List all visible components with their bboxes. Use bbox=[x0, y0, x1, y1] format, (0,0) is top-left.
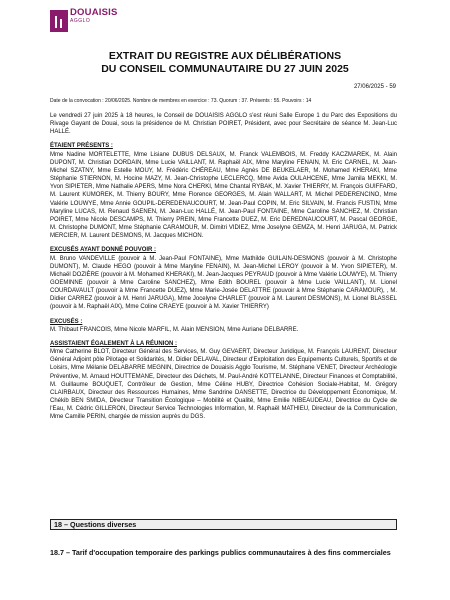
excused-power-section bbox=[50, 246, 397, 311]
convocation-meta: Date de la convocation : 20/06/2025. Nombre de membres en exercice : 73. Quorum : 37. Présents : 55. Pouvoirs : 14 bbox=[50, 98, 312, 104]
document-body bbox=[50, 112, 397, 427]
section-header-box: 18 – Questions diverses bbox=[50, 519, 397, 530]
intro-paragraph: Le vendredi 27 juin 2025 à 18 heures, le Conseil de DOUAISIS AGGLO s'est réuni Salle Europe 1 du Parc des Expositions du Rivage Gayant de Douai, sous la présidence de M. Christian POIRET, Président, avec pour Secrétaire de séance M. Jean-Luc HALLÉ. bbox=[50, 113, 397, 136]
douaisis-agglo-logo bbox=[50, 8, 118, 32]
attending-heading: ASSISTAIENT ÉGALEMENT À LA RÉUNION : bbox=[50, 340, 178, 347]
deliberation-reference: 27/06/2025 - 59 bbox=[353, 84, 396, 90]
excused-list: M. Thibaut FRANCOIS, Mme Nicole MARFIL, M. Alain MENSION, Mme Auriane DELBARRE. bbox=[50, 326, 299, 333]
logo-text bbox=[70, 8, 118, 24]
excused-power-list: M. Bruno VANDEVILLE (pouvoir à M. Jean-Paul FONTAINE), Mme Mathilde GUILAIN-DESMONS (pouvoir à M. Christophe DUMONT), M. Claude HEGO (pouvoir à Mme Maryline FENAIN), M. Jean-Michel LEROY (pouvoir à M. Yvon SIPIETER), M. Michaël DOZIÈRE (pouvoir à M. Mohamed KHERAKI), M. Jean-Jacques PEYRAUD (pouvoir à Mme Valérie LOUWYE), M. Thierry GOEMINNE (pouvoir à Mme Caroline SANCHEZ), Mme Edith BOUREL (pouvoir à Mme Lucie VAILLANT), M. Lionel COURDAVAULT (pouvoir à Mme Francette DUEZ), Mme Marie-Josée DELATTRE (pouvoir à Mme Stéphanie CARAMOUR), , M. Didier CARREZ (pouvoir à M. Henri JARUGA), Mme Jocelyne CHARLET (pouvoir à M. Laurent DESMONS), M. Lionel BLASSEL (pouvoir à M. Raphaël AIX), Mme Coline CRAEYE (pouvoir à M. Xavier THIERRY) bbox=[50, 255, 397, 311]
document-title bbox=[0, 50, 450, 76]
logo-mark-icon bbox=[50, 10, 68, 32]
title-line-1: EXTRAIT DU REGISTRE AUX DÉLIBÉRATIONS bbox=[108, 50, 342, 62]
title-line-2: DU CONSEIL COMMUNAUTAIRE DU 27 JUIN 2025 bbox=[101, 63, 349, 75]
excused-power-heading: EXCUSÉS AYANT DONNÉ POUVOIR : bbox=[50, 247, 157, 254]
attending-list: Mme Catherine BLOT, Directeur Général des Services, M. Guy GEVAERT, Directeur Juridique, M. François LAURENT, Directeur Général Adjoint pôle Pilotage et Solidarités, M. Didier DELAVAL, Directeur d'Exploitation des Equipements Culturels, Sportifs et de Loisirs, Mme Mélanie DELABARRE MEGNIN, Directrice de Douaisis Agglo Tourisme, M. Stéphane VENET, Directeur Archéologie Préventive, M. Arnaud HOUTTEMANE, Directeur des Déchets, M. Paul-André KOTTELANNE, Directeur Finances et Comptabilité, M. Guillaume BOUQUET, Contrôleur de Gestion, Mme Céline HUBY, Directrice Cohésion Sociale-Habitat, M. Grégory CLAIRBAUX, Directeur des Ressources Humaines, Mme Sandrine DANSETTE, Directrice du Développement Économique, M. Chékib BEN SMIDA, Directeur Transition Écologique – Mobilité et Qualité, Mme Emilie NIBEAUDEAU, Directrice du Cycle de l'Eau, M. Cédric GILLERON, Directeur Service Technologies Information, M. Raphaël MATHIEU, Directeur de la Communication, Mme Camille PERIN, chargée de mission auprès du DGS. bbox=[50, 349, 397, 421]
present-section bbox=[50, 142, 397, 240]
excused-section bbox=[50, 318, 397, 334]
present-list: Mme Nadine MORTELETTE, Mme Lisiane DUBUS DELSAUX, M. Franck VALEMBOIS, M. Freddy KACZMAREK, M. Alain DUPONT, M. Christian DORDAIN, Mme Lucie VAILLANT, M. Raphaël AIX, Mme Maryline FENAIN, M. Eric CARNEL, M. Jean-Michel SZATNY, Mme Estelle MOUY, M. Frédéric CHÉREAU, Mme Agnès DE BEUKELAER, M. Mohamed KHERAKI, Mme Stéphanie STIERNON, M. Hocine MAZY, M. Jean-Christophe LECLERCQ, Mme Avida OULAHCENE, Mme Jamila MEKKI, M. Yvon SIPIETER, Mme Nathalie APERS, Mme Nora CHERKI, Mme Chantal RYBAK, M. Xavier THIERRY, M. François GUIFFARD, M. Laurent KUMOREK, M. Thierry BOURY, Mme Florence GEORGES, M. Alain WALLART, M. Michel PEDERENCINO, Mme Valérie LOUWYE, Mme Annie GOUPIL-DEREDENAUCOURT, M. Jean-Paul COPIN, M. Eric SILVAIN, M. Francis FUSTIN, Mme Maryline LUCAS, M. Renaud SAENEN, M. Jean-Luc HALLÉ, M. Jean-Paul FONTAINE, Mme Caroline SANCHEZ, M. Christian POIRET, Mme Nicole DESCAMPS, M. Thierry PREIN, Mme Francette DUEZ, M. Eric DEREDNAUCOURT, M. Pascal GEORGE, M. Christophe DUMONT, Mme Stéphanie CARAMOUR, M. Dimitri VIDIEZ, Mme Joselyne GEMZA, M. Henri JARUGA, M. Patrick MERCIER, M. Laurent DESMONS, M. Jacques MICHON. bbox=[50, 151, 397, 240]
present-heading: ÉTAIENT PRÉSENTS : bbox=[50, 143, 113, 150]
logo-subtitle: AGGLO bbox=[70, 17, 91, 24]
subsection-title: 18.7 – Tarif d'occupation temporaire des parkings publics communautaires à des fins commerciales bbox=[50, 548, 391, 557]
attending-section bbox=[50, 340, 397, 422]
excused-heading: EXCUSÉS : bbox=[50, 318, 83, 325]
logo-name: DOUAISIS bbox=[70, 7, 118, 18]
